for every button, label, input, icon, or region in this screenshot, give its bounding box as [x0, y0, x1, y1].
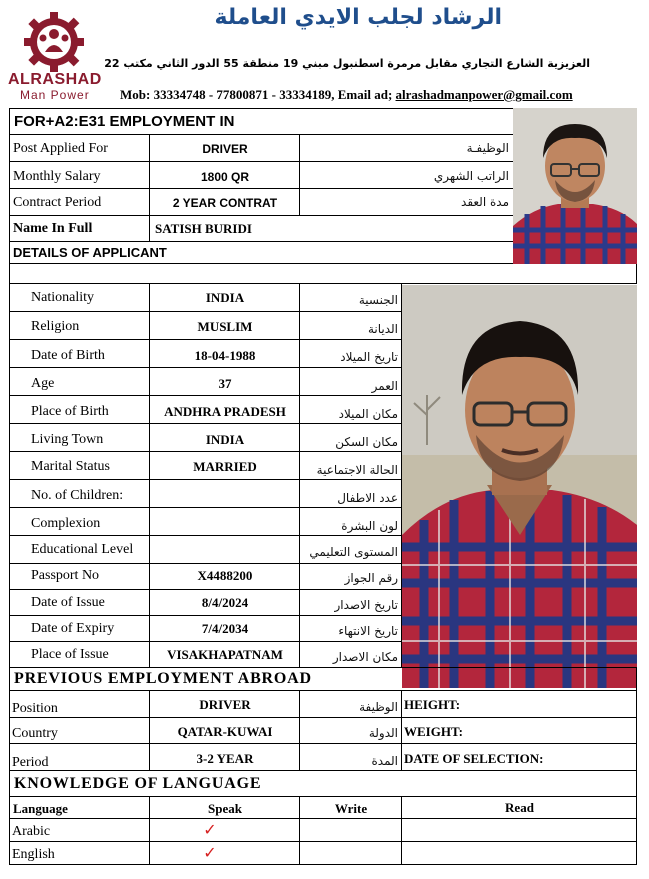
monthly-salary-ar: الراتب الشهري [433, 169, 509, 183]
prev-country-ar: الدولة [368, 726, 398, 740]
education-ar: المستوى التعليمي [309, 545, 398, 559]
weight-field: WEIGHT: [404, 724, 463, 739]
marital-status-label: Marital Status [31, 459, 110, 474]
company-contact [120, 88, 573, 101]
lang-col-language: Language [13, 801, 68, 816]
passport-no-value: X4488200 [197, 568, 253, 583]
prev-position-ar: الوظيفة [359, 700, 398, 714]
applicant-photo-small [513, 108, 637, 264]
date-of-issue-ar: تاريخ الاصدار [334, 598, 398, 612]
lang-arabic-speak-check-icon: ✓ [203, 820, 217, 839]
date-of-expiry-value: 7/4/2034 [201, 621, 249, 636]
dob-ar: تاريخ الميلاد [340, 350, 398, 364]
date-of-expiry-label: Date of Expiry [31, 621, 115, 636]
dob-label: Date of Birth [31, 348, 105, 363]
contact-phones: Mob: 33334748 - 77800871 - 33334189, Email ad; [120, 87, 396, 102]
date-of-expiry-ar: تاريخ الانتهاء [338, 624, 398, 638]
prev-country-value: QATAR-KUWAI [177, 724, 273, 739]
nationality-ar: الجنسية [358, 293, 398, 307]
form-title: FOR+A2:E31 EMPLOYMENT IN [14, 113, 235, 130]
height-field: HEIGHT: [404, 697, 461, 712]
gear-people-icon [8, 10, 100, 74]
prev-country-label: Country [12, 726, 58, 741]
language-header: KNOWLEDGE OF LANGUAGE [14, 775, 262, 792]
contact-email[interactable]: alrashadmanpower@gmail.com [395, 87, 573, 102]
living-town-value: INDIA [205, 432, 245, 447]
passport-no-ar: رقم الجواز [344, 571, 398, 585]
lang-english-speak-check-icon: ✓ [203, 843, 217, 862]
name-label: Name In Full [13, 221, 93, 236]
company-logo [8, 10, 100, 100]
name-value: SATISH BURIDI [155, 221, 252, 236]
prev-period-value: 3-2 YEAR [196, 751, 254, 766]
post-applied-value: DRIVER [202, 142, 248, 156]
applicant-photo-large [402, 285, 637, 688]
contract-period-value: 2 YEAR CONTRAT [172, 196, 278, 210]
nationality-label: Nationality [31, 290, 94, 305]
children-ar: عدد الاطفال [337, 491, 398, 505]
spacer-row [9, 263, 637, 284]
details-header: DETAILS OF APPLICANT [13, 245, 167, 260]
place-of-birth-label: Place of Birth [31, 404, 109, 419]
post-applied-ar: الوظيفـة [466, 141, 509, 155]
lang-english-label: English [12, 847, 55, 862]
company-address-arabic: العزيزية الشارع التجاري مقابل مرمرة اسطنبول مبني 19 منطقة 55 الدور الثاني مكتب 22 [104, 57, 590, 70]
company-name-arabic: الرشاد لجلب الايدي العاملة [214, 5, 502, 30]
place-of-issue-label: Place of Issue [31, 647, 109, 662]
lang-arabic-label: Arabic [12, 824, 51, 839]
place-of-issue-ar: مكان الاصدار [332, 650, 398, 664]
age-value: 37 [218, 376, 232, 391]
logo-name: ALRASHAD [8, 71, 102, 88]
complexion-label: Complexion [31, 516, 101, 531]
lang-col-write: Write [334, 801, 368, 816]
prev-position-value: DRIVER [199, 697, 251, 712]
age-ar: العمر [371, 379, 398, 393]
living-town-label: Living Town [31, 432, 104, 447]
religion-label: Religion [31, 319, 80, 334]
religion-value: MUSLIM [197, 319, 253, 334]
post-applied-label: Post Applied For [13, 141, 108, 156]
contract-period-ar: مدة العقد [461, 195, 509, 209]
nationality-value: INDIA [205, 290, 245, 305]
prev-position-label: Position [12, 701, 58, 716]
dob-value: 18-04-1988 [194, 348, 256, 363]
prev-period-label: Period [12, 755, 49, 770]
contract-period-label: Contract Period [13, 195, 102, 210]
age-label: Age [31, 376, 55, 391]
marital-status-ar: الحالة الاجتماعية [316, 463, 398, 477]
place-of-birth-ar: مكان الميلاد [338, 407, 398, 421]
religion-ar: الديانة [367, 322, 398, 336]
date-of-issue-label: Date of Issue [31, 595, 105, 610]
date-of-issue-value: 8/4/2024 [201, 595, 249, 610]
place-of-issue-value: VISAKHAPATNAM [167, 647, 283, 662]
education-label: Educational Level [31, 542, 134, 557]
marital-status-value: MARRIED [193, 459, 257, 474]
lang-col-speak: Speak [208, 801, 242, 816]
date-of-selection-field: DATE OF SELECTION: [404, 751, 544, 766]
place-of-birth-value: ANDHRA PRADESH [164, 404, 286, 419]
prev-period-ar: المدة [371, 754, 398, 768]
lang-col-read: Read [505, 800, 534, 815]
living-town-ar: مكان السكن [335, 435, 398, 449]
monthly-salary-value: 1800 QR [200, 170, 250, 184]
prev-employment-header: PREVIOUS EMPLOYMENT ABROAD [14, 670, 312, 687]
children-label: No. of Children: [31, 488, 124, 503]
logo-tagline: Man Power [20, 88, 90, 102]
monthly-salary-label: Monthly Salary [13, 169, 101, 184]
complexion-ar: لون البشرة [341, 519, 398, 533]
passport-no-label: Passport No [31, 568, 100, 583]
